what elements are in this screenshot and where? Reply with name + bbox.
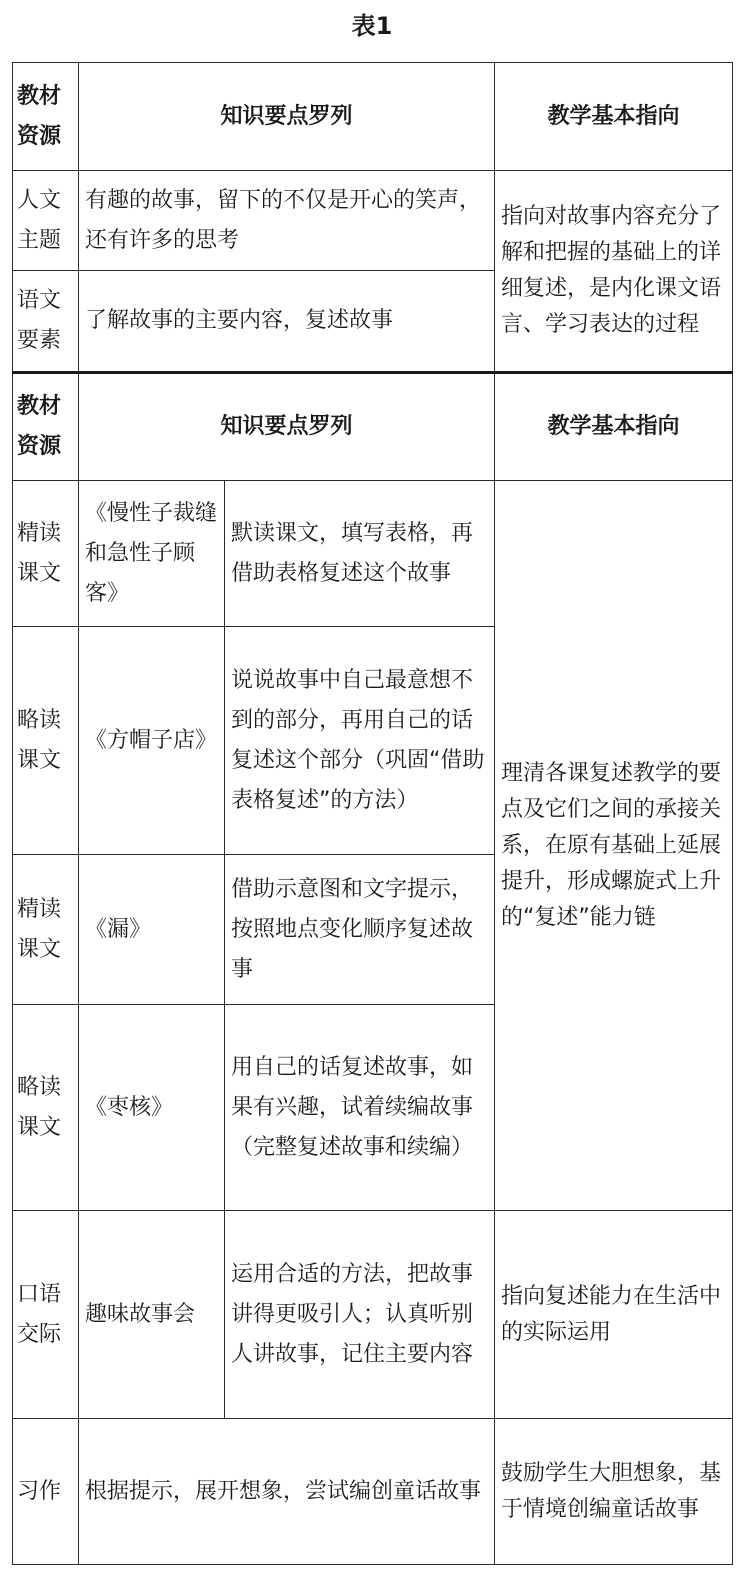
table-row [13, 1211, 733, 1419]
content-cell: 了解故事的主要内容，复述故事 [79, 271, 495, 373]
section1-header-row [13, 63, 733, 171]
title-cell: 《枣核》 [79, 1005, 225, 1211]
type-cell: 精读课文 [13, 481, 79, 627]
header-knowledge: 知识要点罗列 [79, 63, 495, 171]
title-cell: 趣味故事会 [79, 1211, 225, 1419]
task-cell: 默读课文，填写表格，再借助表格复述这个故事 [225, 481, 495, 627]
direction-cell: 指向复述能力在生活中的实际运用 [495, 1211, 733, 1419]
table-caption: 表1 [351, 12, 393, 40]
direction-cell: 指向对故事内容充分了解和把握的基础上的详细复述，是内化课文语言、学习表达的过程 [495, 171, 733, 373]
type-cell: 精读课文 [13, 855, 79, 1005]
table-row [13, 481, 733, 627]
table-row [13, 171, 733, 271]
title-cell: 《慢性子裁缝和急性子顾客》 [79, 481, 225, 627]
header-direction: 教学基本指向 [495, 373, 733, 481]
source-cell: 语文要素 [13, 271, 79, 373]
title-cell: 《方帽子店》 [79, 627, 225, 855]
task-cell: 根据提示，展开想象，尝试编创童话故事 [79, 1419, 495, 1565]
title-cell: 《漏》 [79, 855, 225, 1005]
type-cell: 略读课文 [13, 627, 79, 855]
task-cell: 说说故事中自己最意想不到的部分，再用自己的话复述这个部分（巩固“借助表格复述”的方法） [225, 627, 495, 855]
type-cell: 略读课文 [13, 1005, 79, 1211]
knowledge-table [12, 62, 733, 1565]
task-cell: 借助示意图和文字提示，按照地点变化顺序复述故事 [225, 855, 495, 1005]
header-source: 教材资源 [13, 373, 79, 481]
source-cell: 人文主题 [13, 171, 79, 271]
type-cell: 口语交际 [13, 1211, 79, 1419]
header-source: 教材资源 [13, 63, 79, 171]
table-row [13, 1419, 733, 1565]
type-cell: 习作 [13, 1419, 79, 1565]
direction-cell: 鼓励学生大胆想象，基于情境创编童话故事 [495, 1419, 733, 1565]
direction-cell: 理清各课复述教学的要点及它们之间的承接关系，在原有基础上延展提升，形成螺旋式上升的“复述”能力链 [495, 481, 733, 1211]
task-cell: 运用合适的方法，把故事讲得更吸引人；认真听别人讲故事，记住主要内容 [225, 1211, 495, 1419]
header-knowledge: 知识要点罗列 [79, 373, 495, 481]
content-cell: 有趣的故事，留下的不仅是开心的笑声，还有许多的思考 [79, 171, 495, 271]
task-cell: 用自己的话复述故事，如果有兴趣，试着续编故事（完整复述故事和续编） [225, 1005, 495, 1211]
section2-header-row [13, 373, 733, 481]
header-direction: 教学基本指向 [495, 63, 733, 171]
